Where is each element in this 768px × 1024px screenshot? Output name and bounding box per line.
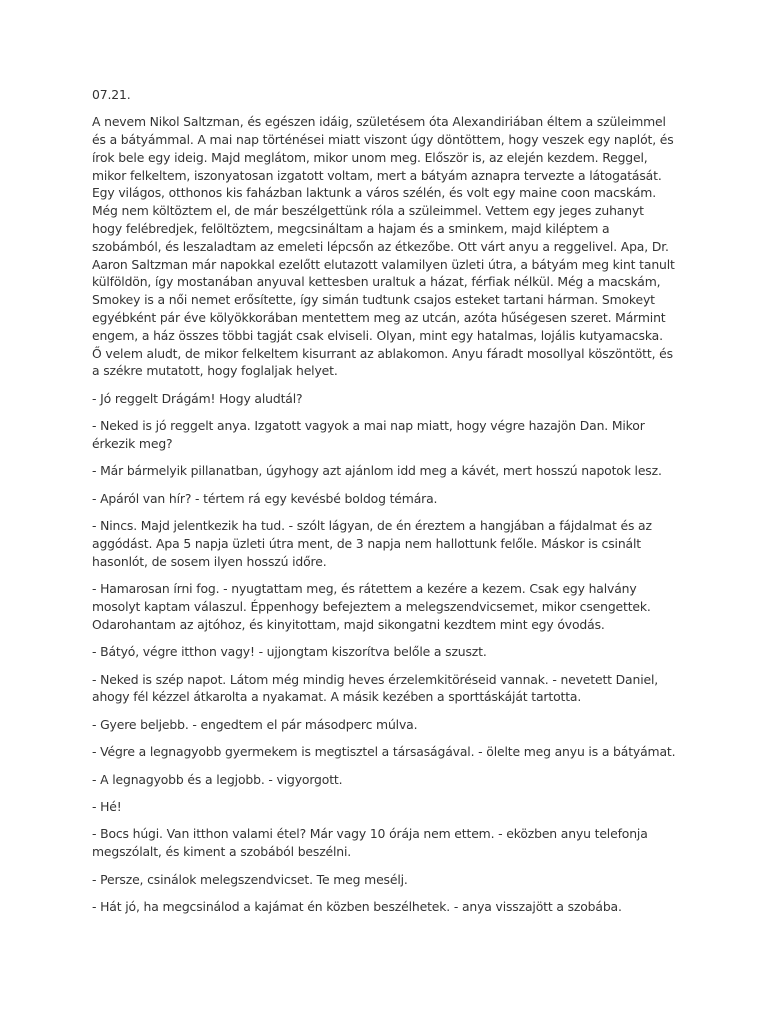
dialogue-line: - Hát jó, ha megcsinálod a kajámat én közben beszélhetek. - anya visszajött a szobába.: [92, 898, 622, 914]
dialogue-line: - Nincs. Majd jelentkezik ha tud. - szólt lágyan, de én éreztem a hangjában a fájdalmat és az aggódást. Apa 5 napja üzleti útra ment, de 3 napja nem hallottunk felőle. Máskor is csinált hasonlót, de sosem ilyen hosszú időre.: [92, 518, 652, 569]
dialogue-line: - A legnagyobb és a legjobb. - vigyorgott.: [92, 771, 343, 787]
dialogue-line: - Bocs húgi. Van itthon valami étel? Már vagy 10 órája nem ettem. - eközben anyu telefonja megszólalt, és kiment a szobából beszélni.: [92, 826, 648, 860]
dialogue-line: - Apáról van hír? - tértem rá egy kevésbé boldog témára.: [92, 490, 438, 506]
dialogue-line: - Hé!: [92, 798, 122, 814]
dialogue-line: - Már bármelyik pillanatban, úgyhogy azt ajánlom idd meg a kávét, mert hosszú napotok lesz.: [92, 463, 662, 479]
dialogue-line: - Jó reggelt Drágám! Hogy aludtál?: [92, 390, 303, 406]
document-page: [92, 86, 676, 925]
dialogue-line: - Végre a legnagyobb gyermekem is megtisztel a társaságával. - ölelte meg anyu is a bátyámat.: [92, 744, 676, 760]
dialogue-line: - Neked is szép napot. Látom még mindig heves érzelemkitöréseid vannak. - nevetett Daniel, ahogy fél kézzel átkarolta a nyakamat. A másik kezében a sporttáskáját tartotta.: [92, 671, 659, 705]
paragraph-intro: A nevem Nikol Saltzman, és egészen idáig, születésem óta Alexandiriában éltem a szüleimmel és a bátyámmal. A mai nap történései miatt viszont úgy döntöttem, hogy veszek egy naplót, és írok bele egy ideig. Majd meglátom, mikor unom meg. Először is, az elején kezdem. Reggel, mikor felkeltem, iszonyatosan izgatott voltam, mert a bátyám aznapra tervezte a látogatását. Egy világos, otthonos kis faházban laktunk a város szélén, és volt egy maine coon macskám. Még nem költöztem el, de már beszélgettünk róla a szüleimmel. Vettem egy jeges zuhanyt hogy felébredjek, felöltöztem, megcsináltam a hajam és a sminkem, majd kiléptem a szobámból, és leszaladtam az emeleti lépcsőn az étkezőbe. Ott várt anyu a reggelivel. Apa, Dr. Aaron Saltzman már napokkal ezelőtt elutazott valamilyen üzleti útra, a bátyám meg kint tanult külföldön, így mostanában anyuval kettesben uraltuk a házat, férfiak nélkül. Még a macskám, Smokey is a női nemet erősítette, így simán tudtunk csajos esteket tartani hárman. Smokeyt egyébként pár éve kölyökkorában mentettem meg az utcán, azóta hűségesen szeret. Mármint engem, a ház összes többi tagját csak elviseli. Olyan, mint egy hatalmas, lojális kutyamacska. Ő velem aludt, de mikor felkeltem kisurrant az ablakomon. Anyu fáradt mosollyal köszöntött, és a székre mutatott, hogy foglaljak helyet.: [92, 114, 675, 379]
dialogue-line: - Neked is jó reggelt anya. Izgatott vagyok a mai nap miatt, hogy végre hazajön Dan. Mikor érkezik meg?: [92, 418, 645, 452]
diary-date: 07.21.: [92, 87, 131, 102]
dialogue-line: - Persze, csinálok melegszendvicset. Te meg mesélj.: [92, 871, 408, 887]
dialogue-line: - Gyere beljebb. - engedtem el pár másodperc múlva.: [92, 716, 418, 732]
dialogue-line: - Hamarosan írni fog. - nyugtattam meg, és rátettem a kezére a kezem. Csak egy halvány mosolyt kaptam válaszul. Éppenhogy befejeztem a melegszendvicsemet, mikor csengettek. Odarohantam az ajtóhoz, és kinyitottam, majd sikongatni kezdtem mint egy óvodás.: [92, 581, 651, 632]
dialogue-line: - Bátyó, végre itthon vagy! - ujjongtam kiszorítva belőle a szuszt.: [92, 644, 487, 660]
